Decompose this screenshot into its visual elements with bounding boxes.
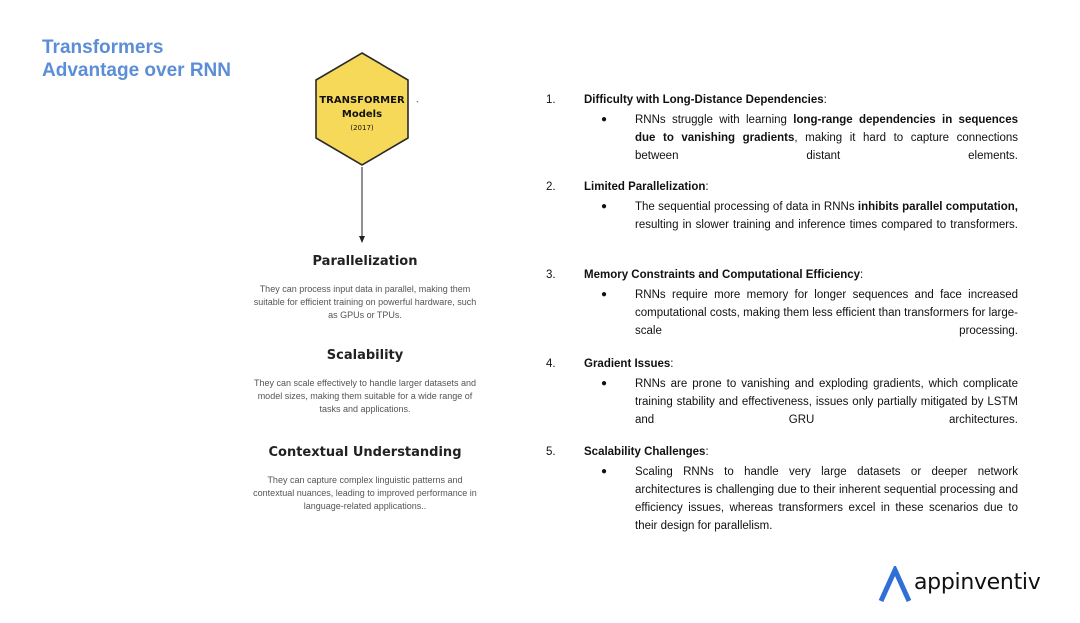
feature-description: They can scale effectively to handle larger datasets and model sizes, making them suitable for a wide range of tasks and applications.: [254, 378, 476, 414]
bullet-icon: ●: [601, 201, 608, 212]
feature-parallelization: [240, 254, 490, 322]
item-text: RNNs require more memory for longer sequences and face increased computational costs, making them less efficient than transformers for large-scale processing.: [635, 289, 1018, 337]
feature-heading: Parallelization: [312, 254, 418, 269]
hexagon-title: TRANSFORMER Models: [319, 95, 405, 120]
item-title: Scalability Challenges:: [584, 446, 709, 458]
feature-contextual-understanding: [240, 445, 490, 513]
list-item: [546, 179, 1018, 234]
item-title: Memory Constraints and Computational Efficiency:: [584, 269, 864, 281]
item-title: Limited Parallelization:: [584, 181, 709, 193]
item-number: 1.: [546, 94, 556, 106]
feature-heading: Contextual Understanding: [268, 445, 462, 460]
page-title: Transformers Advantage over RNN: [42, 37, 231, 81]
feature-heading: Scalability: [326, 348, 404, 363]
feature-description: They can process input data in parallel, making them suitable for efficient training on powerful hardware, such as GPUs or TPUs.: [253, 284, 477, 320]
item-text: Scaling RNNs to handle very large datasets or deeper network architectures is challenging due to their inherent sequential processing and efficiency issues, whereas transformers excel in these scenarios due to their design for parallelism.: [635, 466, 1018, 532]
item-title: Gradient Issues:: [584, 358, 674, 370]
item-number: 4.: [546, 358, 556, 370]
item-text: The sequential processing of data in RNNs inhibits parallel computation, resulting in slower training and inference times compared to transformers.: [635, 201, 1018, 231]
hexagon-year: (2017): [350, 124, 374, 132]
list-item: [546, 92, 1018, 165]
bullet-icon: ●: [601, 466, 608, 477]
item-title: Difficulty with Long-Distance Dependencies:: [584, 94, 827, 106]
feature-scalability: [240, 348, 490, 416]
list-item: [546, 356, 1018, 429]
bullet-icon: ●: [601, 114, 608, 125]
item-text: RNNs struggle with learning long-range dependencies in sequences due to vanishing gradients, making it hard to capture connections between distant elements.: [635, 114, 1018, 162]
list-item: [546, 444, 1018, 535]
feature-description: They can capture complex linguistic patterns and contextual nuances, leading to improved performance in language-related applications..: [253, 475, 477, 511]
logo-wordmark: appinventiv: [914, 570, 1041, 595]
appinventiv-logo-icon: [878, 566, 914, 604]
bullet-icon: ●: [601, 289, 608, 300]
stray-mark: `: [416, 100, 419, 110]
transformer-diagram: [240, 50, 490, 550]
item-text: RNNs are prone to vanishing and exploding gradients, which complicate training stability and effectiveness, issues only partially mitigated by LSTM and GRU architectures.: [635, 378, 1018, 426]
item-number: 3.: [546, 269, 556, 281]
appinventiv-logo: [878, 566, 1048, 606]
hexagon-label: [312, 94, 412, 134]
list-item: [546, 267, 1018, 340]
bullet-icon: ●: [601, 378, 608, 389]
item-number: 2.: [546, 181, 556, 193]
down-arrow-icon: [357, 167, 367, 245]
item-number: 5.: [546, 446, 556, 458]
